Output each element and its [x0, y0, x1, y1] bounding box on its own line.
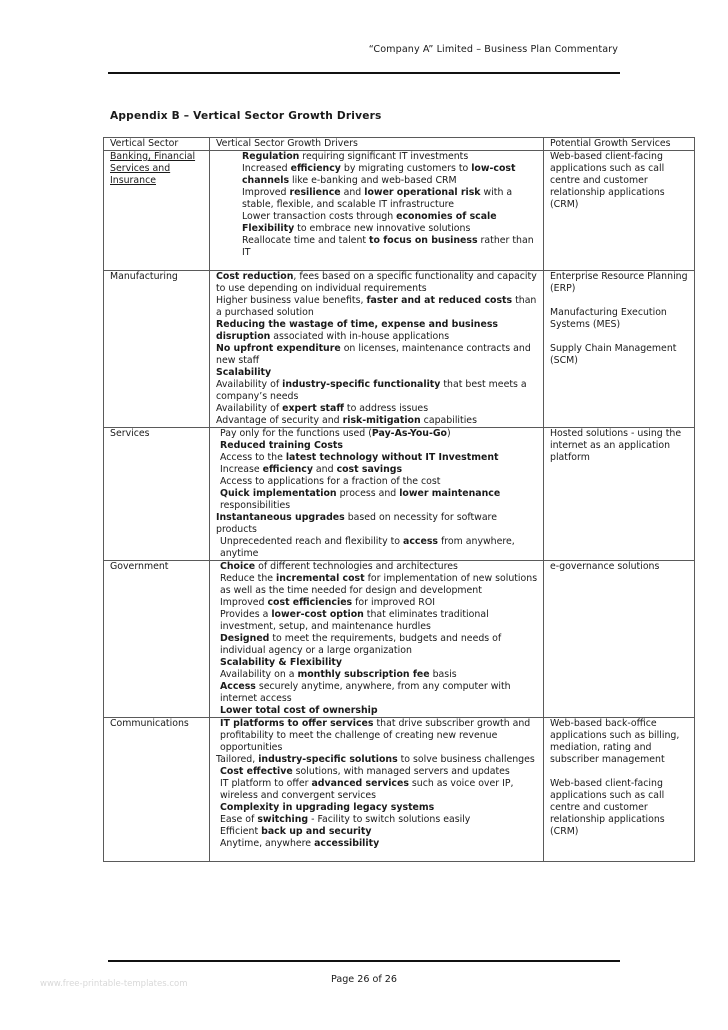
driver-line — [216, 488, 539, 512]
driver-text: Provides a — [220, 609, 272, 620]
driver-line — [216, 826, 539, 838]
driver-line — [216, 295, 539, 319]
driver-text: with a stable, flexible, and scalable IT infrastructure — [242, 187, 513, 210]
driver-emphasis: industry-specific functionality — [282, 379, 441, 390]
service-item: Enterprise Resource Planning (ERP) — [550, 271, 688, 294]
drivers-cell — [210, 271, 544, 428]
driver-text: , fees based on a specific functionality and capacity to use depending on individual requirements — [216, 271, 537, 294]
driver-text: from anywhere, anytime — [220, 536, 515, 559]
driver-emphasis: IT platforms to offer services — [220, 718, 374, 729]
driver-emphasis: efficiency — [290, 163, 341, 174]
driver-line — [216, 681, 539, 705]
driver-emphasis: Regulation — [242, 151, 300, 162]
driver-text: for implementation of new solutions as well as the time needed for design and development — [220, 573, 538, 596]
driver-line — [216, 187, 539, 211]
driver-text: on licenses, maintenance contracts and new staff — [216, 343, 531, 366]
appendix-title: Appendix B – Vertical Sector Growth Drivers — [110, 110, 382, 122]
services-cell — [544, 561, 695, 718]
driver-text: that drive subscriber growth and profitability to meet the challenge of creating new revenue opportunities — [220, 718, 531, 753]
driver-text: for improved ROI — [352, 597, 435, 608]
sector-cell: Communications — [104, 718, 210, 862]
driver-text: Advantage of security and — [216, 415, 343, 426]
drivers-cell — [210, 428, 544, 561]
driver-text: Pay only for the functions used ( — [220, 428, 372, 439]
sector-cell: Banking, Financial Services and Insurance — [104, 151, 210, 271]
driver-text: Ease of — [220, 814, 258, 825]
sector-cell: Government — [104, 561, 210, 718]
driver-text: Access to the — [220, 452, 286, 463]
driver-text: Availability on a — [220, 669, 298, 680]
driver-text: to solve business challenges — [397, 754, 535, 765]
driver-line — [216, 223, 539, 235]
driver-emphasis: accessibility — [314, 838, 380, 849]
driver-text: securely anytime, anywhere, from any computer with internet access — [220, 681, 511, 704]
driver-text: Lower transaction costs through — [242, 211, 397, 222]
driver-text: Access to applications for a fraction of the cost — [220, 476, 441, 487]
service-item: Supply Chain Management (SCM) — [550, 343, 677, 366]
driver-emphasis: risk-mitigation — [342, 415, 421, 426]
driver-emphasis: Cost effective — [220, 766, 293, 777]
driver-line — [216, 536, 539, 560]
driver-line — [216, 403, 539, 415]
driver-line — [216, 151, 539, 163]
driver-text: Higher business value benefits, — [216, 295, 367, 306]
driver-line — [216, 379, 539, 403]
driver-text: by migrating customers to — [340, 163, 472, 174]
driver-line — [216, 163, 539, 187]
driver-emphasis: Pay-As-You-Go — [371, 428, 447, 439]
service-item: Hosted solutions - using the internet as an application platform — [550, 428, 682, 463]
driver-emphasis: to focus on business — [369, 235, 478, 246]
driver-line — [216, 211, 539, 223]
driver-emphasis: cost efficiencies — [267, 597, 353, 608]
driver-emphasis: No upfront expenditure — [216, 343, 341, 354]
driver-line — [216, 597, 539, 609]
driver-emphasis: expert staff — [282, 403, 344, 414]
driver-line — [216, 319, 539, 343]
driver-emphasis: Flexibility — [242, 223, 295, 234]
driver-emphasis: resilience — [289, 187, 341, 198]
driver-text: Improved — [242, 187, 290, 198]
driver-text: than a purchased solution — [216, 295, 537, 318]
table-row — [104, 151, 695, 271]
driver-emphasis: lower operational risk — [364, 187, 481, 198]
driver-line — [216, 235, 539, 259]
driver-line — [216, 452, 539, 464]
driver-text: Increase — [220, 464, 263, 475]
sector-cell: Manufacturing — [104, 271, 210, 428]
driver-line — [216, 802, 539, 814]
driver-line — [216, 718, 539, 754]
driver-emphasis: advanced services — [311, 778, 409, 789]
driver-text: rather than IT — [242, 235, 534, 258]
table-row — [104, 718, 695, 862]
driver-emphasis: Scalability & Flexibility — [220, 657, 343, 668]
driver-text: responsibilities — [220, 500, 291, 511]
driver-text: to meet the requirements, budgets and needs of individual agency or a large organization — [220, 633, 502, 656]
services-cell — [544, 151, 695, 271]
driver-emphasis: Complexity in upgrading legacy systems — [220, 802, 435, 813]
driver-text: such as voice over IP, wireless and convergent services — [220, 778, 514, 801]
driver-line — [216, 633, 539, 657]
driver-line — [216, 415, 539, 427]
driver-text: to embrace new innovative solutions — [294, 223, 471, 234]
driver-text: based on necessity for software products — [216, 512, 497, 535]
driver-text: Efficient — [220, 826, 262, 837]
driver-line — [216, 609, 539, 633]
header-rule — [108, 72, 620, 74]
drivers-cell — [210, 151, 544, 271]
driver-text: Reallocate time and talent — [242, 235, 370, 246]
driver-emphasis: Reducing the wastage of time, expense and business disruption — [216, 319, 498, 342]
driver-text: capabilities — [420, 415, 477, 426]
growth-drivers-table — [103, 137, 695, 862]
service-item: Web-based back-office applications such as billing, mediation, rating and subscriber management — [550, 718, 680, 765]
drivers-cell — [210, 718, 544, 862]
driver-text: process and — [336, 488, 400, 499]
column-header-services: Potential Growth Services — [544, 138, 695, 151]
driver-emphasis: industry-specific solutions — [258, 754, 398, 765]
driver-text: that best meets a company’s needs — [216, 379, 527, 402]
driver-text: and — [340, 187, 365, 198]
driver-line — [216, 367, 539, 379]
page-number: Page 26 of 26 — [330, 974, 398, 985]
watermark: www.free-printable-templates.com — [40, 979, 188, 989]
driver-emphasis: low-cost channels — [242, 163, 516, 186]
driver-text: Availability of — [216, 379, 283, 390]
driver-line — [216, 512, 539, 536]
driver-text: to address issues — [343, 403, 429, 414]
driver-emphasis: back up and security — [261, 826, 372, 837]
driver-text: Tailored, — [216, 754, 259, 765]
driver-text: like e-banking and web-based CRM — [289, 175, 457, 186]
service-item: e-governance solutions — [550, 561, 660, 572]
driver-emphasis: lower-cost option — [271, 609, 364, 620]
spacer — [550, 295, 690, 307]
driver-text: Increased — [242, 163, 291, 174]
driver-text: of different technologies and architectures — [255, 561, 458, 572]
drivers-cell — [210, 561, 544, 718]
driver-emphasis: access — [403, 536, 438, 547]
driver-line — [216, 657, 539, 669]
column-header-drivers: Vertical Sector Growth Drivers — [210, 138, 544, 151]
driver-text: Unprecedented reach and flexibility to — [220, 536, 404, 547]
driver-line — [216, 669, 539, 681]
driver-line — [216, 440, 539, 452]
driver-text: IT platform to offer — [220, 778, 312, 789]
driver-line — [216, 476, 539, 488]
driver-emphasis: Cost reduction — [216, 271, 294, 282]
services-cell — [544, 718, 695, 862]
driver-line — [216, 814, 539, 826]
driver-emphasis: cost savings — [336, 464, 403, 475]
driver-line — [216, 343, 539, 367]
driver-line — [216, 838, 539, 850]
driver-text: solutions, with managed servers and updates — [292, 766, 510, 777]
driver-emphasis: latest technology without IT Investment — [285, 452, 499, 463]
driver-emphasis: lower maintenance — [399, 488, 501, 499]
spacer — [550, 331, 690, 343]
footer-rule — [108, 960, 620, 962]
services-cell — [544, 271, 695, 428]
driver-text: ) — [446, 428, 451, 439]
table-row — [104, 271, 695, 428]
driver-emphasis: switching — [257, 814, 309, 825]
driver-text: Reduce the — [220, 573, 277, 584]
driver-text: associated with in-house applications — [270, 331, 450, 342]
driver-text: and — [312, 464, 337, 475]
driver-line — [216, 561, 539, 573]
driver-line — [216, 705, 539, 717]
sector-cell: Services — [104, 428, 210, 561]
column-header-sector: Vertical Sector — [104, 138, 210, 151]
driver-emphasis: Instantaneous upgrades — [216, 512, 345, 523]
driver-emphasis: Reduced training Costs — [220, 440, 343, 451]
services-cell — [544, 428, 695, 561]
driver-emphasis: Quick implementation — [220, 488, 337, 499]
driver-text: Availability of — [216, 403, 283, 414]
table-header-row — [104, 138, 695, 151]
driver-emphasis: faster and at reduced costs — [366, 295, 513, 306]
driver-emphasis: incremental cost — [276, 573, 365, 584]
driver-text: Improved — [220, 597, 268, 608]
driver-emphasis: Designed — [220, 633, 270, 644]
driver-line — [216, 778, 539, 802]
table-row — [104, 561, 695, 718]
driver-line — [216, 754, 539, 766]
driver-emphasis: efficiency — [262, 464, 313, 475]
driver-text: - Facility to switch solutions easily — [308, 814, 471, 825]
spacer — [550, 766, 690, 778]
driver-text: that eliminates traditional investment, setup, and maintenance hurdles — [220, 609, 489, 632]
service-item: Manufacturing Execution Systems (MES) — [550, 307, 667, 330]
driver-emphasis: economies of scale — [396, 211, 497, 222]
driver-line — [216, 766, 539, 778]
driver-line — [216, 428, 539, 440]
driver-emphasis: Access — [220, 681, 256, 692]
driver-emphasis: Lower total cost of ownership — [220, 705, 378, 716]
driver-emphasis: Choice — [220, 561, 256, 572]
driver-emphasis: Scalability — [216, 367, 272, 378]
driver-text: Anytime, anywhere — [220, 838, 315, 849]
driver-emphasis: monthly subscription fee — [297, 669, 430, 680]
driver-text: requiring significant IT investments — [299, 151, 469, 162]
service-item: Web-based client-facing applications such as call centre and customer relationship applications (CRM) — [550, 778, 665, 837]
driver-line — [216, 573, 539, 597]
driver-text: basis — [429, 669, 457, 680]
running-header: “Company A” Limited – Business Plan Commentary — [368, 44, 618, 55]
service-item: Web-based client-facing applications such as call centre and customer relationship applications (CRM) — [550, 151, 665, 210]
table-row — [104, 428, 695, 561]
driver-line — [216, 271, 539, 295]
driver-line — [216, 464, 539, 476]
